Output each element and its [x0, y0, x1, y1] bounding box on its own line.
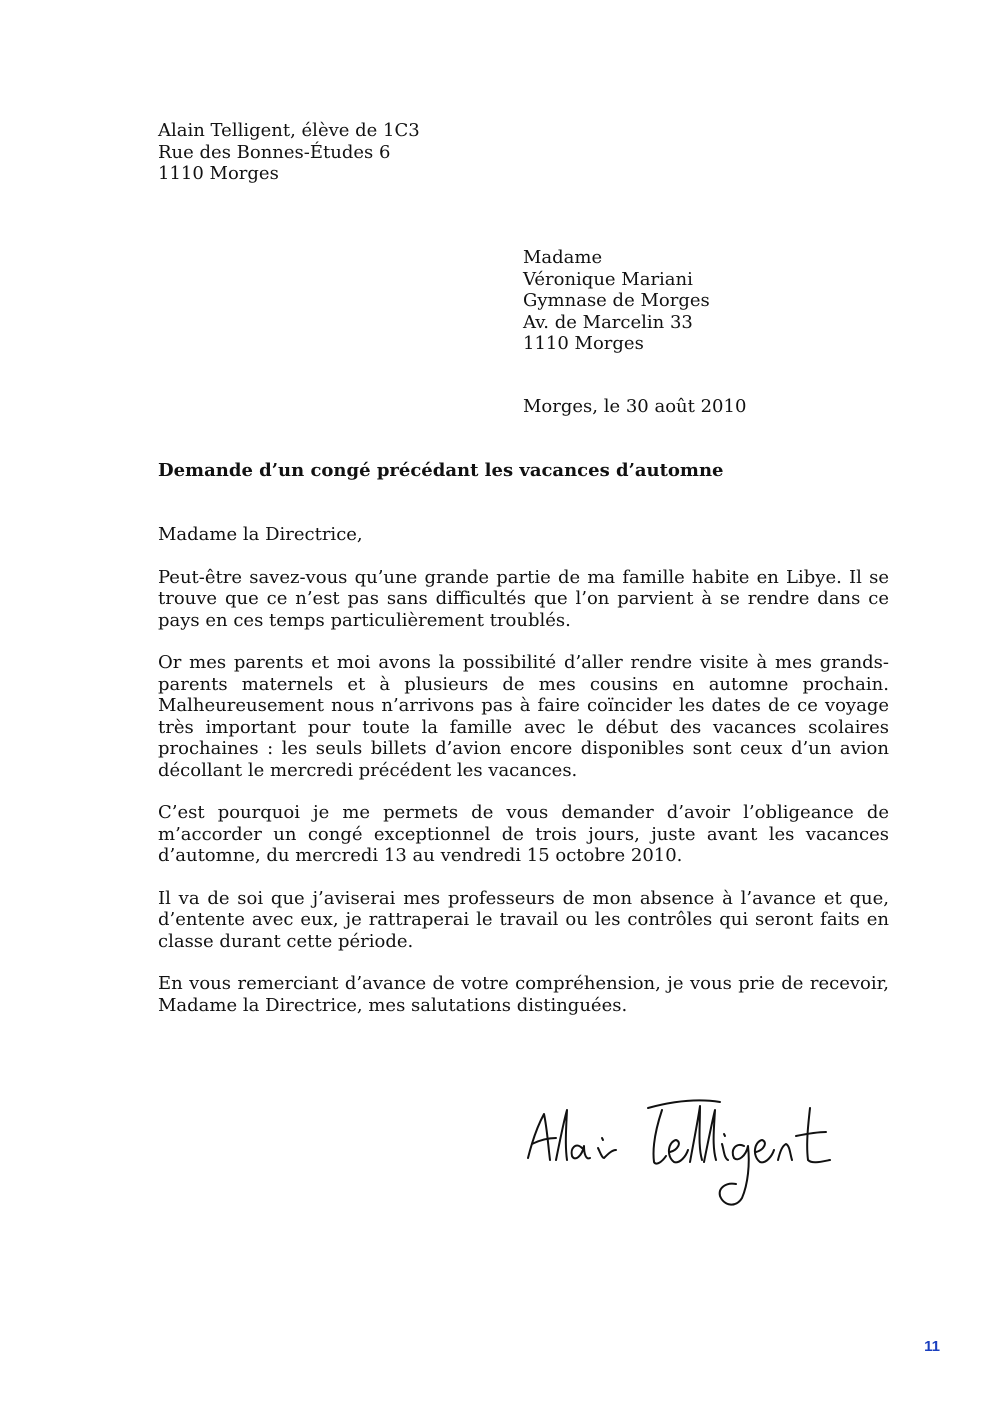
body-paragraph: Il va de soi que j’aviserai mes professeurs de mon absence à l’avance et que, d’entente avec eux, je rattraperai le travail ou les contrôles qui seront faits en classe durant cette période. [158, 887, 889, 952]
letter-subject: Demande d’un congé précédant les vacances d’automne [158, 460, 724, 481]
sender-city-line: 1110 Morges [158, 163, 279, 184]
recipient-street-line: Av. de Marcelin 33 [523, 311, 693, 333]
recipient-address [523, 247, 710, 355]
salutation: Madame la Directrice, [158, 524, 363, 545]
sender-street-line: Rue des Bonnes-Études 6 [158, 141, 391, 163]
sender-name-line: Alain Telligent, élève de 1C3 [158, 120, 420, 141]
letter-date: Morges, le 30 août 2010 [523, 396, 747, 417]
letter-body [158, 524, 889, 1037]
body-paragraph: C’est pourquoi je me permets de vous demander d’avoir l’obligeance de m’accorder un congé exceptionnel de trois jours, juste avant les vacances d’automne, du mercredi 13 au vendredi 15 octobre 2010. [158, 802, 889, 866]
page-number: 11 [924, 1338, 940, 1355]
recipient-name-line: Véronique Mariani [523, 268, 693, 290]
recipient-school-line: Gymnase de Morges [523, 290, 710, 311]
recipient-city-line: 1110 Morges [523, 333, 644, 354]
sender-address [158, 120, 420, 185]
handwritten-signature [520, 1080, 850, 1225]
signature-drawing [520, 1080, 850, 1225]
recipient-title-line: Madame [523, 247, 603, 268]
closing-paragraph: En vous remerciant d’avance de votre compréhension, je vous prie de recevoir, Madame la Directrice, mes salutations distinguées. [158, 973, 889, 1016]
body-paragraph: Peut-être savez-vous qu’une grande partie de ma famille habite en Libye. Il se trouve que ce n’est pas sans difficultés que l’on parvient à se rendre dans ce pays en ces temps particulièrement troublés. [158, 566, 889, 631]
signature-strokes [528, 1100, 830, 1204]
body-paragraph: Or mes parents et moi avons la possibilité d’aller rendre visite à mes grands-parents maternels et à plusieurs de mes cousins en automne prochain. Malheureusement nous n’arrivons pas à faire coïncider les dates de ce voyage très important pour toute la famille avec le début des vacances scolaires prochaines : les seuls billets d’avion encore disponibles sont ceux d’un avion décollant le mercredi précédent les vacances. [158, 652, 889, 781]
